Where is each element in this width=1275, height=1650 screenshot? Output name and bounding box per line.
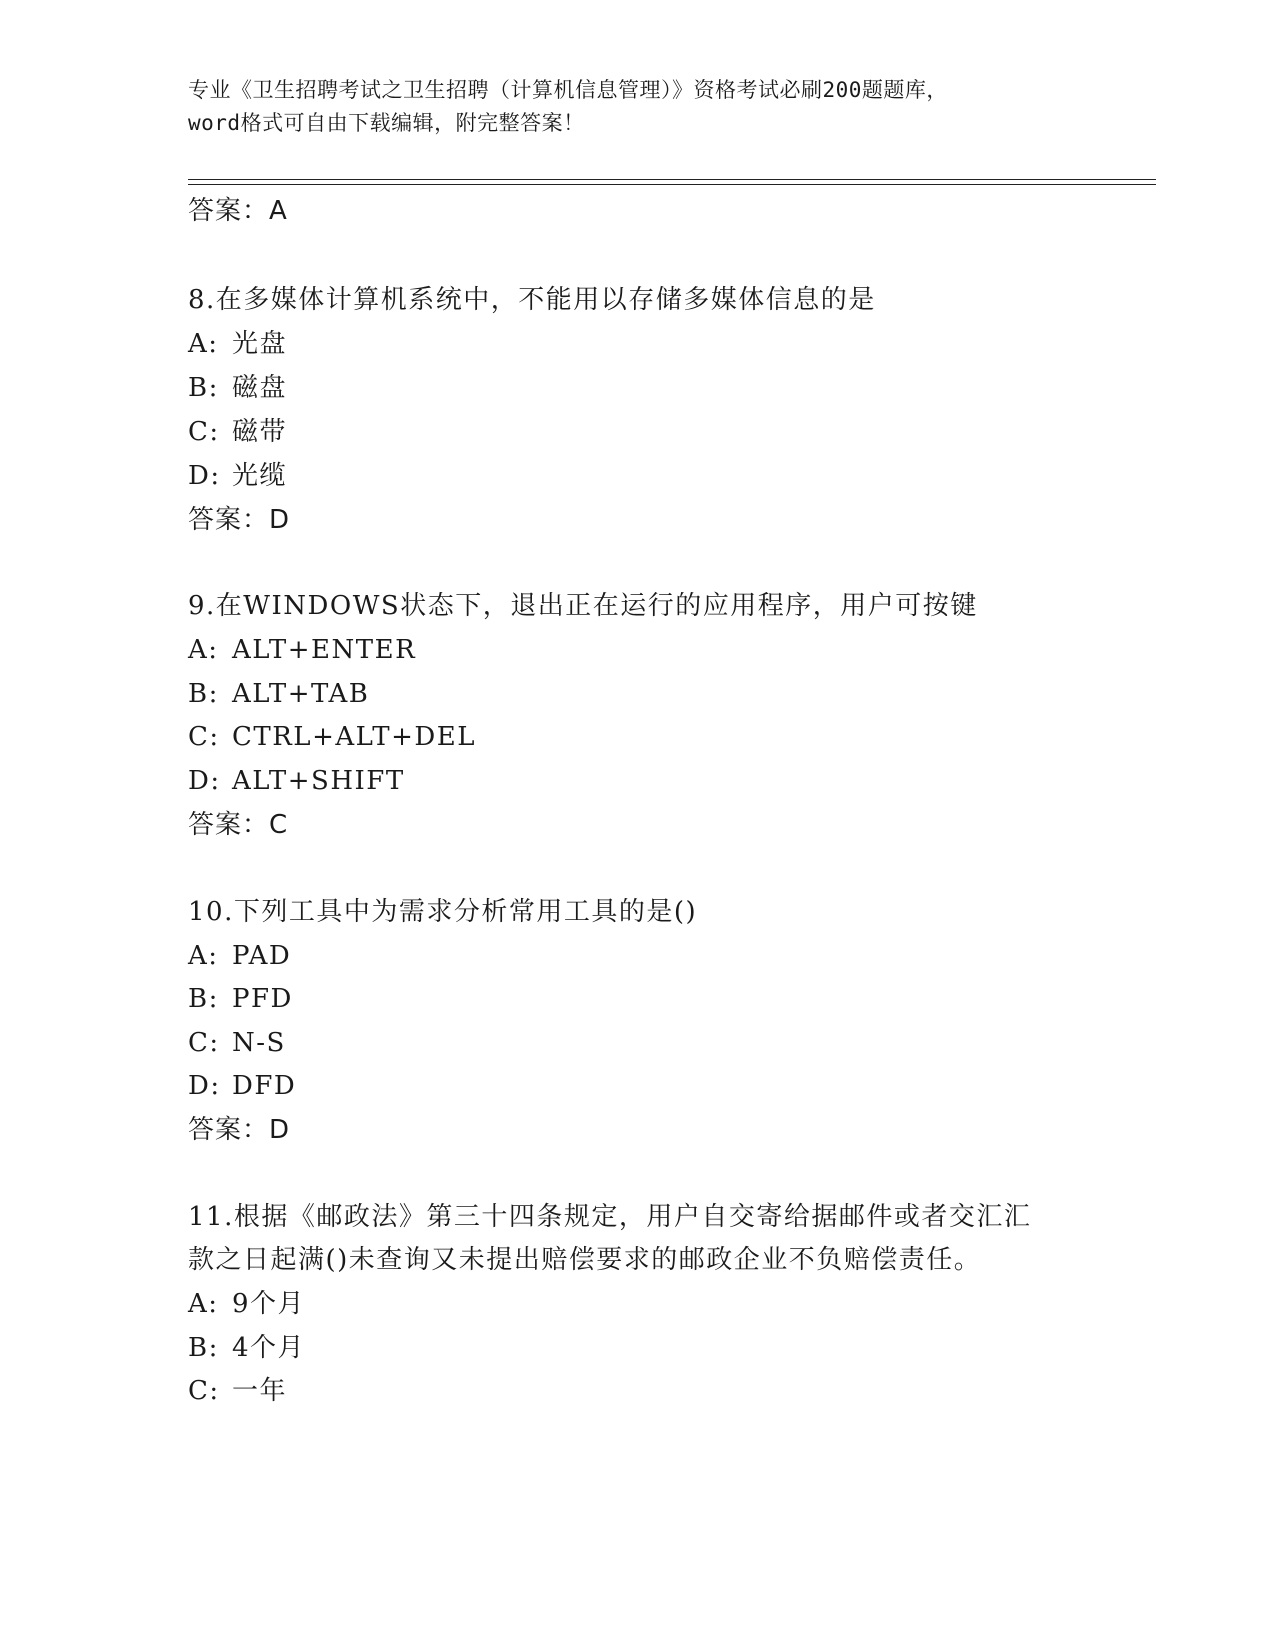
option-text: DFD <box>232 1071 297 1101</box>
option-text: 一年 <box>232 1376 288 1406</box>
option-8-b <box>188 371 287 405</box>
option-letter: B: <box>188 984 219 1014</box>
option-10-b <box>188 982 293 1016</box>
option-letter: D: <box>188 766 221 796</box>
option-9-a <box>188 633 416 667</box>
question-stem-9: 9.在WINDOWS状态下，退出正在运行的应用程序，用户可按键 <box>188 591 978 621</box>
option-text: 磁盘 <box>232 373 288 403</box>
header-divider-top <box>188 179 1156 180</box>
option-letter: C: <box>188 1028 220 1058</box>
option-8-c <box>188 415 287 449</box>
option-8-d <box>188 459 287 493</box>
option-9-b <box>188 677 369 711</box>
option-text: 磁带 <box>232 417 288 447</box>
option-11-a <box>188 1287 305 1321</box>
option-9-d <box>188 764 405 798</box>
previous-answer: 答案：A <box>188 196 288 226</box>
option-letter: B: <box>188 679 219 709</box>
option-letter: A: <box>188 329 219 359</box>
option-9-c <box>188 720 476 754</box>
option-text: CTRL+ALT+DEL <box>232 722 477 752</box>
option-text: PFD <box>232 984 293 1014</box>
option-11-c <box>188 1374 287 1408</box>
option-letter: A: <box>188 1289 219 1319</box>
question-stem-11-line-1: 11.根据《邮政法》第三十四条规定，用户自交寄给据邮件或者交汇汇 <box>188 1202 1032 1232</box>
option-letter: B: <box>188 373 219 403</box>
option-letter: A: <box>188 635 219 665</box>
header-divider-bottom <box>188 184 1156 185</box>
option-letter: B: <box>188 1333 219 1363</box>
answer-9: 答案：C <box>188 810 289 840</box>
question-stem-8: 8.在多媒体计算机系统中，不能用以存储多媒体信息的是 <box>188 285 876 315</box>
option-10-a <box>188 939 291 973</box>
question-stem-10: 10.下列工具中为需求分析常用工具的是() <box>188 897 698 927</box>
option-text: ALT+ENTER <box>232 635 417 665</box>
option-text: 4个月 <box>232 1333 306 1363</box>
option-text: 光盘 <box>232 329 288 359</box>
option-text: PAD <box>232 941 292 971</box>
answer-10: 答案：D <box>188 1115 291 1145</box>
option-letter: D: <box>188 1071 221 1101</box>
option-letter: D: <box>188 461 221 491</box>
option-11-b <box>188 1331 305 1365</box>
option-10-d <box>188 1069 296 1103</box>
option-10-c <box>188 1026 286 1060</box>
answer-8: 答案：D <box>188 505 291 535</box>
document-header <box>188 74 1088 140</box>
option-text: 光缆 <box>232 461 288 491</box>
option-letter: C: <box>188 1376 220 1406</box>
question-stem-11-line-2: 款之日起满()未查询又未提出赔偿要求的邮政企业不负赔偿责任。 <box>188 1245 982 1275</box>
header-line-2: word格式可自由下载编辑，附完整答案！ <box>188 111 585 135</box>
option-text: ALT+SHIFT <box>232 766 405 796</box>
option-letter: C: <box>188 417 220 447</box>
option-text: N-S <box>232 1028 286 1058</box>
option-text: ALT+TAB <box>232 679 370 709</box>
option-text: 9个月 <box>232 1289 306 1319</box>
option-8-a <box>188 327 287 361</box>
header-line-1: 专业《卫生招聘考试之卫生招聘（计算机信息管理）》资格考试必刷200题题库， <box>188 78 948 102</box>
option-letter: C: <box>188 722 220 752</box>
option-letter: A: <box>188 941 219 971</box>
